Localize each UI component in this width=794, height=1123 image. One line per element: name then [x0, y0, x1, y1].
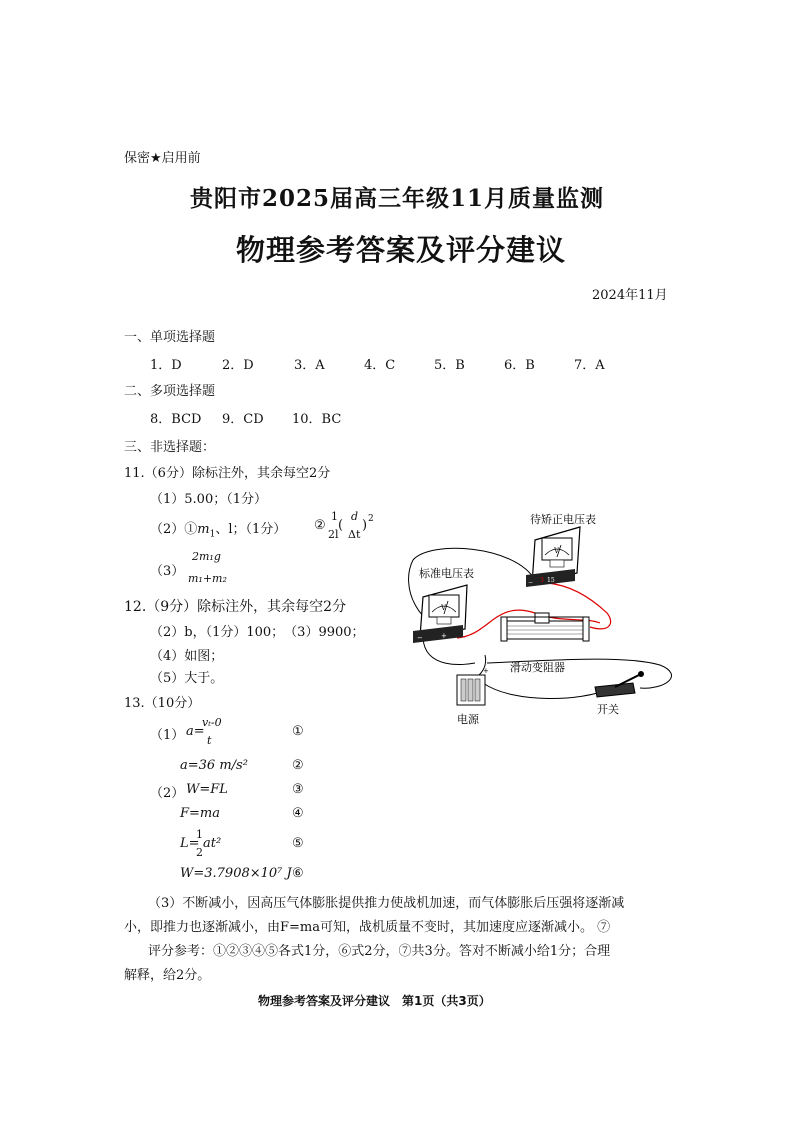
q13-eq3: W=FL: [186, 782, 228, 797]
q13-eq5-rhs: at²: [203, 836, 222, 851]
std-term-pos: +: [441, 632, 447, 640]
answer-7: 7．A: [574, 358, 605, 373]
q13-eq5-num: 1: [196, 828, 203, 841]
std-meter-symbol: V: [441, 604, 447, 612]
switch: [595, 671, 644, 697]
answer-6: 6．B: [504, 358, 535, 373]
label-source: 电源: [457, 713, 479, 726]
label-switch: 开关: [597, 703, 619, 716]
source-term-pos: +: [483, 667, 489, 675]
q13-part2-label: （2）: [150, 786, 185, 801]
rheostat: [501, 613, 589, 641]
wire-std-neg: [423, 638, 475, 665]
q13-eq1-num: vₜ-0: [202, 716, 222, 729]
label-test-meter: 待矫正电压表: [530, 513, 596, 526]
answer-3: 3．A: [294, 358, 325, 373]
scoring-note-line2: 解释，给2分。: [124, 968, 211, 983]
q11-part3-label: （3）: [150, 564, 185, 579]
q11-part3-den: m₁+m₂: [188, 572, 227, 585]
doc-title: 物理参考答案及评分建议: [236, 233, 567, 267]
q11-intro: 11.（6分）除标注外，其余每空2分: [124, 466, 331, 481]
test-meter-symbol: V: [554, 547, 560, 555]
q11-frac-den: 2l: [328, 528, 339, 541]
q13-eq1-mark: ①: [292, 724, 304, 739]
std-term-neg: −: [417, 634, 423, 642]
circuit-diagram: [395, 505, 685, 735]
q11-inner-den: Δt: [348, 528, 361, 541]
q13-part1-label: （1）: [150, 728, 185, 743]
q13-eq5-den: 2: [196, 846, 203, 859]
test-term-15: 15: [547, 577, 555, 584]
answer-9: 9．CD: [222, 412, 264, 427]
power-source: [457, 667, 489, 705]
answer-8: 8．BCD: [150, 412, 202, 427]
label-std-meter: 标准电压表: [419, 567, 474, 580]
answer-4: 4．C: [364, 358, 396, 373]
confidential-mark: 保密★启用前: [124, 151, 201, 166]
q13-eq1-den: t: [207, 734, 212, 747]
q11-part1: （1）5.00；（1分）: [150, 492, 267, 507]
q11-part3-num: 2m₁g: [192, 550, 221, 563]
test-voltmeter: [526, 527, 580, 587]
page-footer: 物理参考答案及评分建议 第1页（共3页）: [258, 994, 491, 1008]
answer-10: 10．BC: [292, 412, 342, 427]
section-multi-choice-heading: 二、多项选择题: [124, 384, 216, 399]
section-non-choice-heading: 三、非选择题：: [124, 440, 216, 455]
q12-part5: （5）大于。: [150, 671, 224, 686]
scoring-note-line1: 评分参考：①②③④⑤各式1分，⑥式2分，⑦共3分。答对不断减小给1分；合理: [148, 944, 611, 959]
exam-title: 贵阳市2025届高三年级11月质量监测: [190, 185, 605, 212]
answer-5: 5．B: [434, 358, 465, 373]
test-term-3: 3: [540, 577, 544, 584]
answer-1: 1．D: [150, 358, 182, 373]
q13-eq6: W=3.7908×10⁷ J: [180, 866, 292, 881]
label-rheostat: 滑动变阻器: [510, 661, 565, 674]
q11-part2a: $(2)①m_1$、l；（1分）: [150, 522, 287, 540]
q13-intro: 13.（10分）: [124, 696, 201, 711]
test-term-neg: −: [528, 579, 534, 586]
q11-frac-num: 1: [331, 510, 338, 523]
q11-paren-close: ): [362, 518, 368, 533]
q11-paren-open: (: [338, 518, 344, 533]
q11-inner-num: d: [351, 510, 359, 523]
q12-part4: （4）如图；: [150, 649, 224, 664]
q11-part2b-mark: ②: [314, 518, 326, 533]
q13-eq4: F=ma: [180, 806, 220, 821]
q13-eq5-mark: ⑤: [292, 836, 304, 851]
q13-eq4-mark: ④: [292, 806, 304, 821]
q13-eq2-mark: ②: [292, 758, 304, 773]
wire-source-switch: [483, 683, 605, 699]
q12-intro: 12.（9分）除标注外，其余每空2分: [124, 599, 347, 615]
q13-part3-line1: （3）不断减小，因高压气体膨胀提供推力使战机加速，而气体膨胀后压强将逐渐减: [148, 896, 625, 911]
q13-eq1-lhs: a=: [186, 724, 205, 739]
q11-power: 2: [368, 514, 374, 524]
q13-part3-line2: 小，即推力也逐渐减小，由F=ma可知，战机质量不变时，其加速度应逐渐减小。 ⑦: [124, 920, 611, 935]
q12-part2: （2）b，（1分）100； （3）9900；: [150, 625, 365, 640]
section-single-choice-heading: 一、单项选择题: [124, 330, 216, 345]
q13-eq2: a=36 m/s²: [180, 758, 248, 773]
answer-2: 2．D: [222, 358, 254, 373]
doc-date: 2024年11月: [592, 288, 668, 303]
q13-eq3-mark: ③: [292, 782, 304, 797]
q13-eq5-lhs: L=: [180, 836, 200, 851]
q13-eq6-mark: ⑥: [292, 866, 304, 881]
